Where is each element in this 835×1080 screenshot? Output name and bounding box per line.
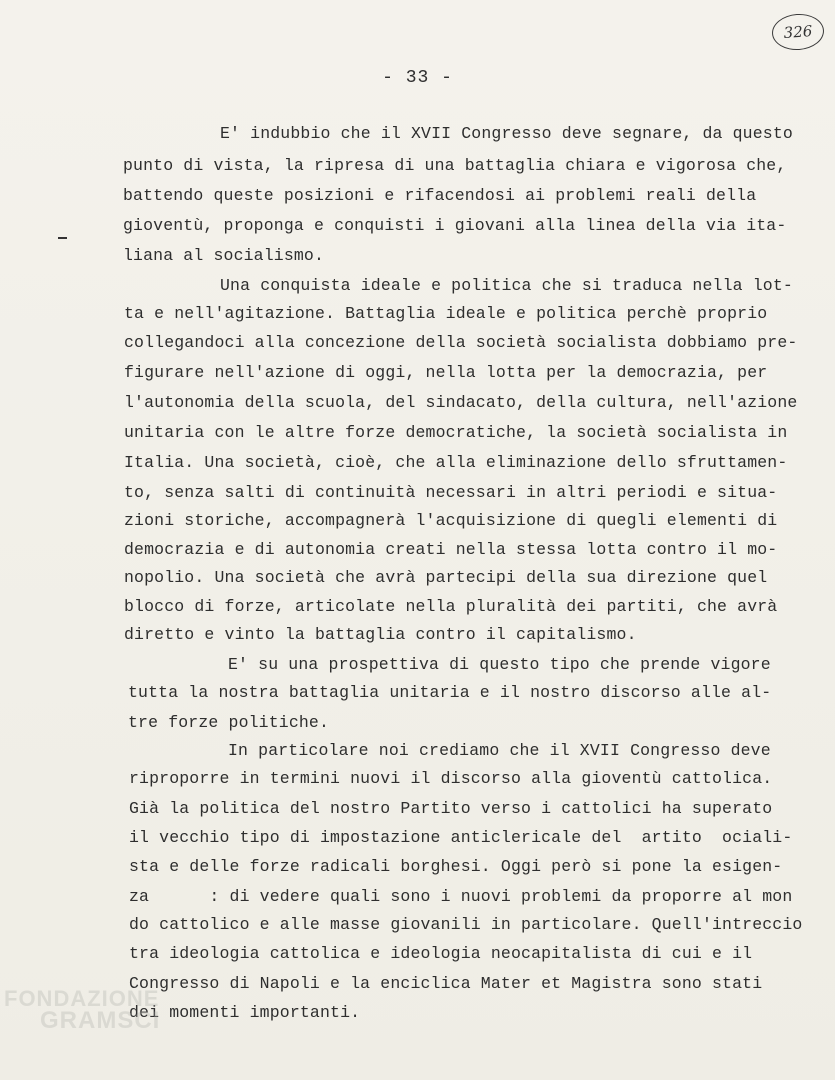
text-line: liana al socialismo. xyxy=(123,246,325,265)
text-line: nopolio. Una società che avrà partecipi della sua direzione quel xyxy=(124,568,768,587)
text-line: unitaria con le altre forze democratiche, la società socialista in xyxy=(124,423,788,442)
text-line: collegandoci alla concezione della società socialista dobbiamo pre- xyxy=(124,333,798,352)
text-line: gioventù, proponga e conquisti i giovani alla linea della via ita- xyxy=(123,216,787,235)
text-line: E' su una prospettiva di questo tipo che prende vigore xyxy=(228,655,771,674)
text-line: ta e nell'agitazione. Battaglia ideale e politica perchè proprio xyxy=(124,304,768,323)
watermark-line-2: GRAMSCI xyxy=(40,1007,161,1034)
text-line: riproporre in termini nuovi il discorso alla gioventù cattolica. xyxy=(129,769,773,788)
text-line: za : di vedere quali sono i nuovi problemi da proporre al mon xyxy=(129,887,793,906)
text-line: tra ideologia cattolica e ideologia neocapitalista di cui e il xyxy=(129,944,753,963)
text-line: battendo queste posizioni e rifacendosi ai problemi reali della xyxy=(123,186,757,205)
watermark-line-1: FONDAZIONE xyxy=(4,986,160,1011)
text-line: do cattolico e alle masse giovanili in particolare. Quell'intreccio xyxy=(129,915,803,934)
text-line: Già la politica del nostro Partito verso i cattolici ha superato xyxy=(129,799,773,818)
text-line: punto di vista, la ripresa di una battaglia chiara e vigorosa che, xyxy=(123,156,787,175)
text-line: E' indubbio che il XVII Congresso deve segnare, da questo xyxy=(220,124,793,143)
text-line: In particolare noi crediamo che il XVII Congresso deve xyxy=(228,741,771,760)
text-line: l'autonomia della scuola, del sindacato, della cultura, nell'azione xyxy=(124,393,798,412)
archive-watermark xyxy=(4,988,160,1032)
text-line: sta e delle forze radicali borghesi. Oggi però si pone la esigen- xyxy=(129,857,783,876)
text-line: to, senza salti di continuità necessari in altri periodi e situa- xyxy=(124,483,778,502)
text-line: diretto e vinto la battaglia contro il capitalismo. xyxy=(124,625,637,644)
margin-mark xyxy=(58,237,67,239)
archive-number-stamp: 326 xyxy=(771,12,825,52)
text-line: blocco di forze, articolate nella pluralità dei partiti, che avrà xyxy=(124,597,778,616)
page-number: - 33 - xyxy=(382,68,453,88)
text-line: Congresso di Napoli e la enciclica Mater et Magistra sono stati xyxy=(129,974,763,993)
text-line: tre forze politiche. xyxy=(128,713,330,732)
text-line: il vecchio tipo di impostazione anticlericale del artito ociali- xyxy=(129,828,793,847)
text-line: dei momenti importanti. xyxy=(129,1003,361,1022)
text-line: Una conquista ideale e politica che si traduca nella lot- xyxy=(220,276,793,295)
text-line: figurare nell'azione di oggi, nella lotta per la democrazia, per xyxy=(124,363,768,382)
text-line: democrazia e di autonomia creati nella stessa lotta contro il mo- xyxy=(124,540,778,559)
text-line: tutta la nostra battaglia unitaria e il nostro discorso alle al- xyxy=(128,683,772,702)
text-line: Italia. Una società, cioè, che alla eliminazione dello sfruttamen- xyxy=(124,453,788,472)
text-line: zioni storiche, accompagnerà l'acquisizione di quegli elementi di xyxy=(124,511,778,530)
